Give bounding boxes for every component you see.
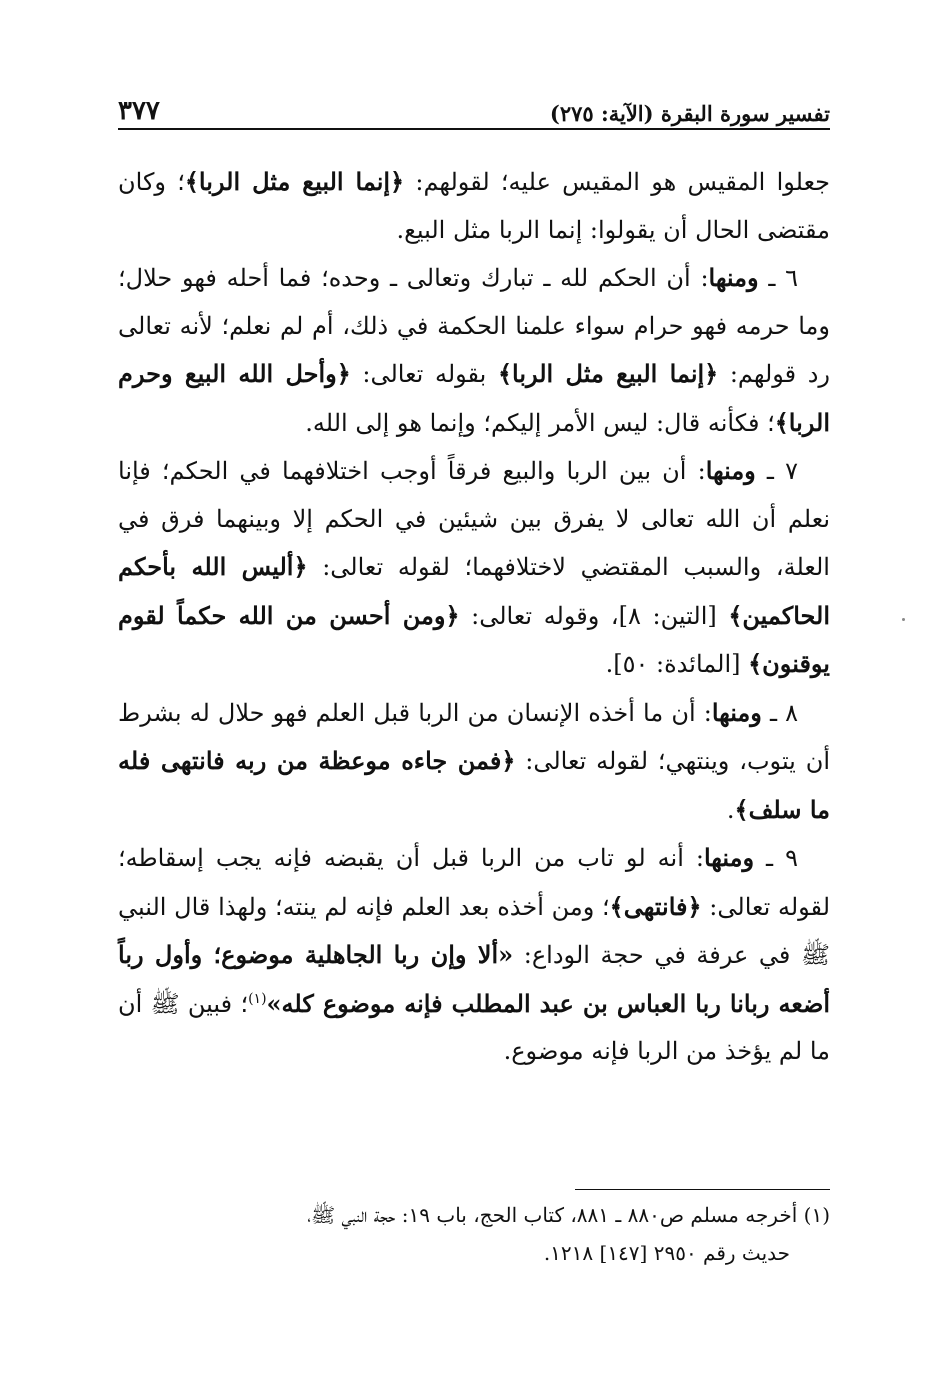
page-header [118, 82, 830, 126]
page-number: ٣٧٧ [118, 96, 160, 126]
quran-quote: ﴿فمن جاءه موعظة من ربه فانتهى فله ما سلف﴾ [118, 746, 830, 824]
point-label: ومنها [708, 263, 759, 292]
point-text-2: ؛ ومن أخذه بعد العلم فإنه لم ينته؛ ولهذا قال النبي ﷺ في عرفة في حجة الوداع: [118, 892, 830, 969]
running-title: تفسير سورة البقرة (الآية: ٢٧٥) [549, 101, 830, 126]
point-label: ومنها [703, 843, 755, 872]
footnote-reference[interactable]: (١) [248, 990, 267, 1007]
quran-quote: ﴿وأحل الله البيع وحرم الربا﴾ [118, 359, 830, 437]
point-text-1: : أن الحكم لله ـ تبارك وتعالى ـ وحده؛ فما أحله فهو حلال؛ وما حرمه فهو حرام سواء علمنا الحكمة في ذلك، أم لم نعلم؛ لأنه تعالى رد قولهم: [118, 264, 830, 388]
footnote-line-1: (١) أخرجه مسلم ص٨٨٠ ـ ٨٨١، كتاب الحج، باب ١٩: حجة النبي ﷺ، [307, 1203, 830, 1227]
quran-quote: ﴿إنما البيع مثل الربا﴾ [497, 359, 719, 388]
footnote-line-2: حديث رقم ٢٩٥٠ [١٤٧] ١٢١٨. [543, 1241, 790, 1265]
hadith-quote: «ألا وإن ربا الجاهلية موضوع؛ وأول رباً أضعه ربانا ربا العباس بن عبد المطلب فإنه موضوع كله» [118, 940, 831, 1018]
point-number: ٩ ـ [754, 844, 798, 872]
point-text-3: ؛ فبين ﷺ أن ما لم يؤخذ من الربا فإنه موضوع. [118, 989, 830, 1065]
body-text [118, 158, 830, 1076]
point-6-paragraph [118, 254, 830, 447]
scan-speck [902, 618, 905, 621]
point-text-1: : أن ما أخذه الإنسان من الربا قبل العلم فهو حلال له بشرط أن يتوب، وينتهي؛ لقوله تعالى: [118, 698, 830, 775]
footnote-separator [575, 1189, 830, 1190]
point-number: ٨ ـ [761, 698, 799, 727]
point-label: ومنها [705, 456, 756, 485]
point-text-2: بقوله تعالى: [350, 360, 498, 388]
header-rule [118, 128, 830, 130]
footnotes [118, 1196, 830, 1272]
quran-quote: ﴿إنما البيع مثل الربا﴾ [184, 167, 405, 196]
point-number: ٧ ـ [755, 457, 798, 485]
point-9-paragraph [118, 834, 830, 1076]
point-text-3: ؛ فكأنه قال: ليس الأمر إليكم؛ وإنما هو إلى الله. [305, 408, 775, 437]
point-8-paragraph [118, 689, 830, 835]
intro-text-1: جعلوا المقيس هو المقيس عليه؛ لقولهم: [404, 168, 831, 196]
point-label: ومنها [711, 697, 762, 727]
quran-quote: ﴿أليس الله بأحكم الحاكمين﴾ [118, 552, 830, 630]
point-text-2: . [726, 795, 735, 824]
point-text-3: [المائدة: ٥٠]. [605, 650, 749, 678]
point-text-1: : أن بين الربا والبيع فرقاً أوجب اختلافهما في الحكم؛ فإنا نعلم أن الله تعالى لا يفرق بين شيئين في الحكم إلا وبينهما فرق في العلة، والسبب المقتضي لاختلافهما؛ لقوله تعالى: [118, 457, 830, 581]
point-text-2: [التين: ٨]، وقوله تعالى: [459, 601, 729, 630]
point-number: ٦ ـ [758, 264, 798, 292]
point-text-1: : أنه لو تاب من الربا قبل أن يقبضه فإنه يجب إسقاطه؛ لقوله تعالى: [118, 844, 831, 921]
intro-text-2: ؛ وكان مقتضى الحال أن يقولوا: إنما الربا مثل البيع. [118, 168, 830, 244]
point-7-paragraph [118, 447, 830, 689]
quran-quote: ﴿فانتهى﴾ [609, 891, 702, 921]
intro-paragraph [118, 158, 830, 254]
quran-quote: ﴿ومن أحسن من الله حكماً لقوم يوقنون﴾ [118, 600, 830, 678]
